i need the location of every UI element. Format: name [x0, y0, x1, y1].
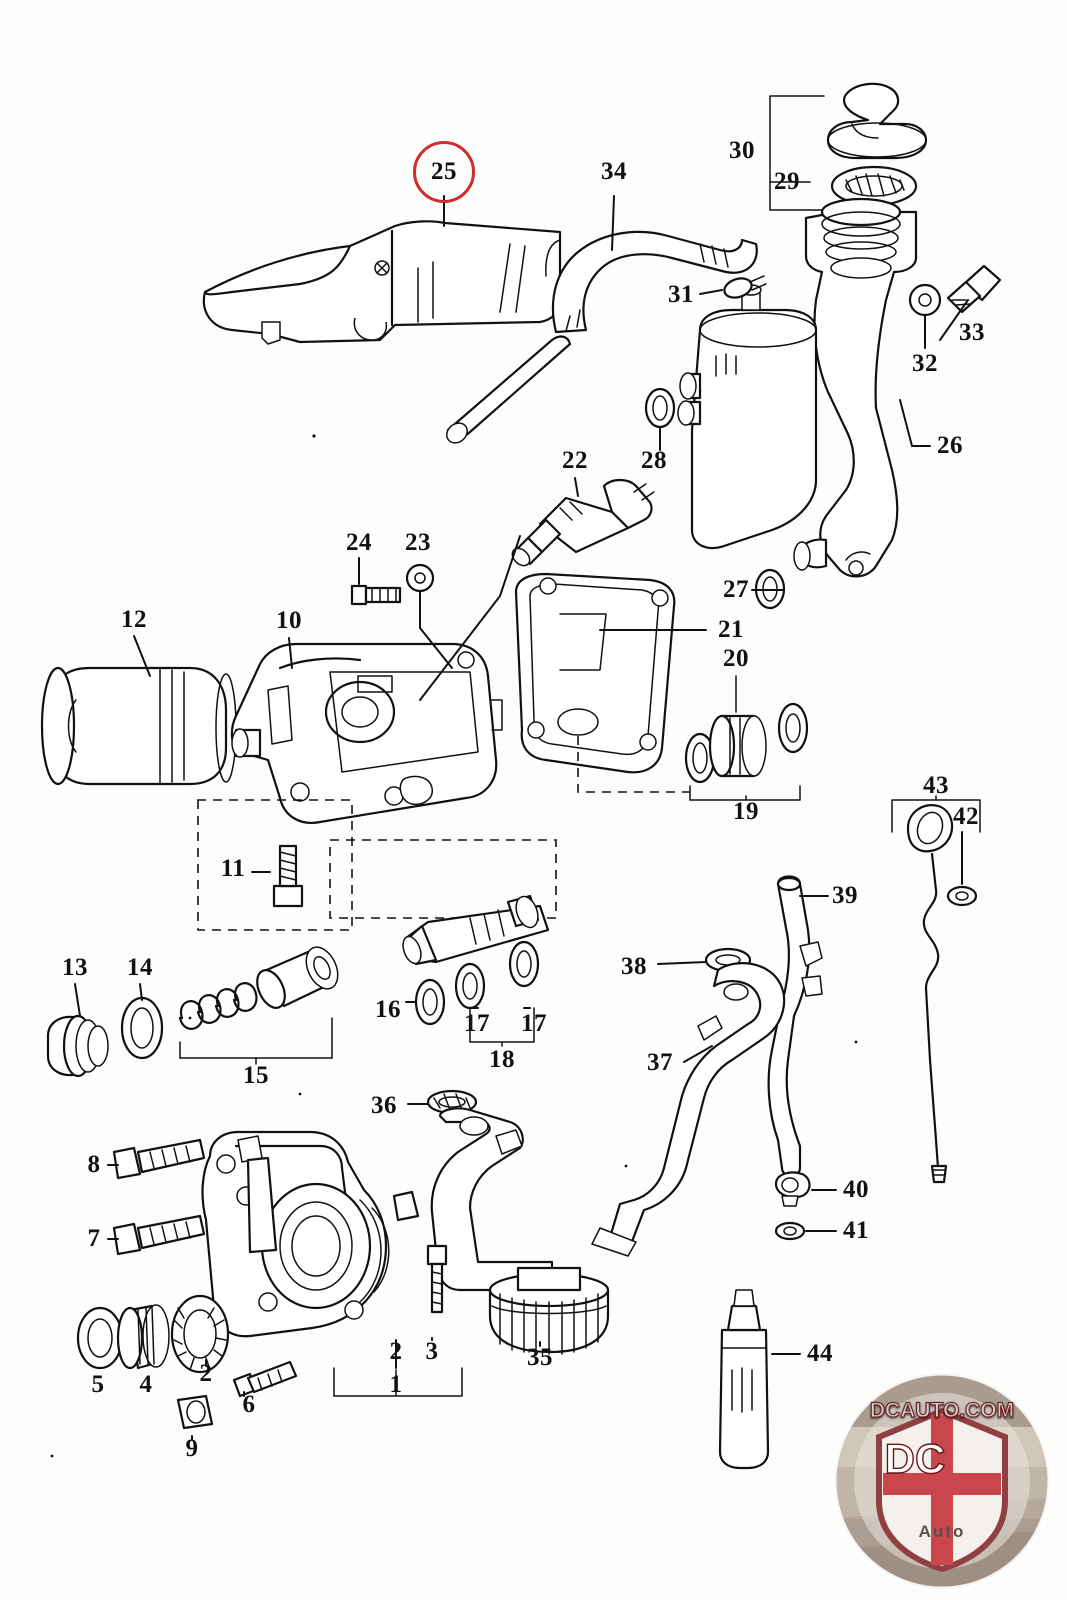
- part-7-bolt: [114, 1216, 204, 1254]
- part-43-dipstick: [908, 805, 952, 1182]
- callout-25: 25: [431, 158, 457, 185]
- leader-13: [75, 984, 80, 1016]
- callout-17-b: 17: [521, 1010, 547, 1037]
- callout-2-upper: 2: [389, 1338, 403, 1365]
- callout-30: 30: [729, 137, 755, 164]
- callout-16: 16: [375, 996, 401, 1023]
- part-28-seal: [646, 389, 674, 427]
- callout-36: 36: [371, 1092, 397, 1119]
- part-25-cover: [204, 221, 570, 447]
- watermark-dc-text: DC: [884, 1435, 946, 1482]
- part-30-filler-cap: [828, 84, 926, 158]
- part-4-gear: [118, 1305, 169, 1368]
- leader-22b: [575, 478, 578, 496]
- part-17-seal-b: [510, 942, 538, 986]
- callout-5: 5: [91, 1371, 105, 1398]
- leader-26: [900, 400, 930, 446]
- part-11-bolt: [274, 846, 302, 906]
- part-21-gasket: [516, 574, 674, 772]
- callout-38: 38: [621, 953, 647, 980]
- callout-44: 44: [807, 1340, 833, 1367]
- callout-33: 33: [959, 319, 985, 346]
- callout-20: 20: [723, 645, 749, 672]
- part-22-switch: [509, 480, 654, 569]
- part-13-plug: [48, 1016, 108, 1076]
- callout-12: 12: [121, 606, 147, 633]
- watermark-primary-text: DCAUTO.COM: [869, 1399, 1015, 1422]
- part-26-filler-neck: [806, 199, 916, 576]
- callout-3: 3: [425, 1338, 439, 1365]
- part-10-filter-housing: [232, 644, 502, 823]
- part-9-plug: [178, 1396, 212, 1428]
- callout-35: 35: [527, 1344, 553, 1371]
- callout-42: 42: [953, 803, 979, 830]
- callout-13: 13: [62, 954, 88, 981]
- leader-31: [700, 290, 722, 294]
- callout-29: 29: [774, 168, 800, 195]
- callout-8: 8: [87, 1151, 101, 1178]
- part-44-sealant: [720, 1290, 768, 1468]
- part-37-pipe: [592, 963, 784, 1256]
- part-8-bolt: [114, 1140, 204, 1178]
- callout-6: 6: [242, 1391, 256, 1418]
- watermark-dcauto: [827, 1369, 1057, 1594]
- part-33-bolt: [948, 266, 1000, 312]
- callout-40: 40: [843, 1176, 869, 1203]
- part-42-washer: [948, 887, 976, 905]
- callout-14: 14: [127, 954, 153, 981]
- bracket-15: [180, 1018, 332, 1064]
- part-17-seal-a: [456, 964, 484, 1008]
- part-35-oil-pickup: [432, 1108, 608, 1354]
- callout-34: 34: [601, 158, 627, 185]
- callout-39: 39: [832, 882, 858, 909]
- callout-32: 32: [912, 350, 938, 377]
- part-16-seal: [416, 980, 444, 1024]
- callout-23: 23: [405, 529, 431, 556]
- part-40-grommet: [776, 1172, 810, 1206]
- callout-18: 18: [489, 1046, 515, 1073]
- part-20-adapter: [686, 704, 807, 782]
- callout-28: 28: [641, 447, 667, 474]
- callout-37: 37: [647, 1049, 673, 1076]
- callout-9: 9: [185, 1435, 199, 1462]
- callout-27: 27: [723, 576, 749, 603]
- part-5-seal: [78, 1308, 122, 1368]
- part-12-oil-filter: [42, 668, 236, 784]
- callout-31: 31: [668, 281, 694, 308]
- callout-26: 26: [937, 432, 963, 459]
- oil-cooler-body: [678, 285, 826, 570]
- part-41-washer: [776, 1223, 804, 1239]
- callout-2-lower: 2: [199, 1360, 213, 1387]
- watermark-auto-text: Auto: [918, 1522, 966, 1541]
- part-14-washer: [122, 998, 162, 1058]
- callout-43: 43: [923, 772, 949, 799]
- callout-24: 24: [346, 529, 372, 556]
- part-15-spring-piston: [180, 942, 344, 1029]
- leader-38: [658, 962, 706, 964]
- callout-22: 22: [562, 447, 588, 474]
- callout-10: 10: [276, 607, 302, 634]
- callout-19: 19: [733, 798, 759, 825]
- callout-15: 15: [243, 1062, 269, 1089]
- callout-41: 41: [843, 1217, 869, 1244]
- part-1-oil-pump: [203, 1132, 418, 1336]
- callout-11: 11: [220, 855, 246, 882]
- part-32-washer: [910, 285, 940, 315]
- callout-21: 21: [718, 616, 744, 643]
- callout-7: 7: [87, 1225, 101, 1252]
- callout-1: 1: [389, 1371, 403, 1398]
- callout-4: 4: [139, 1371, 153, 1398]
- part-24-bolt: [352, 586, 400, 604]
- callout-17-a: 17: [464, 1010, 490, 1037]
- part-23-washer: [407, 565, 433, 591]
